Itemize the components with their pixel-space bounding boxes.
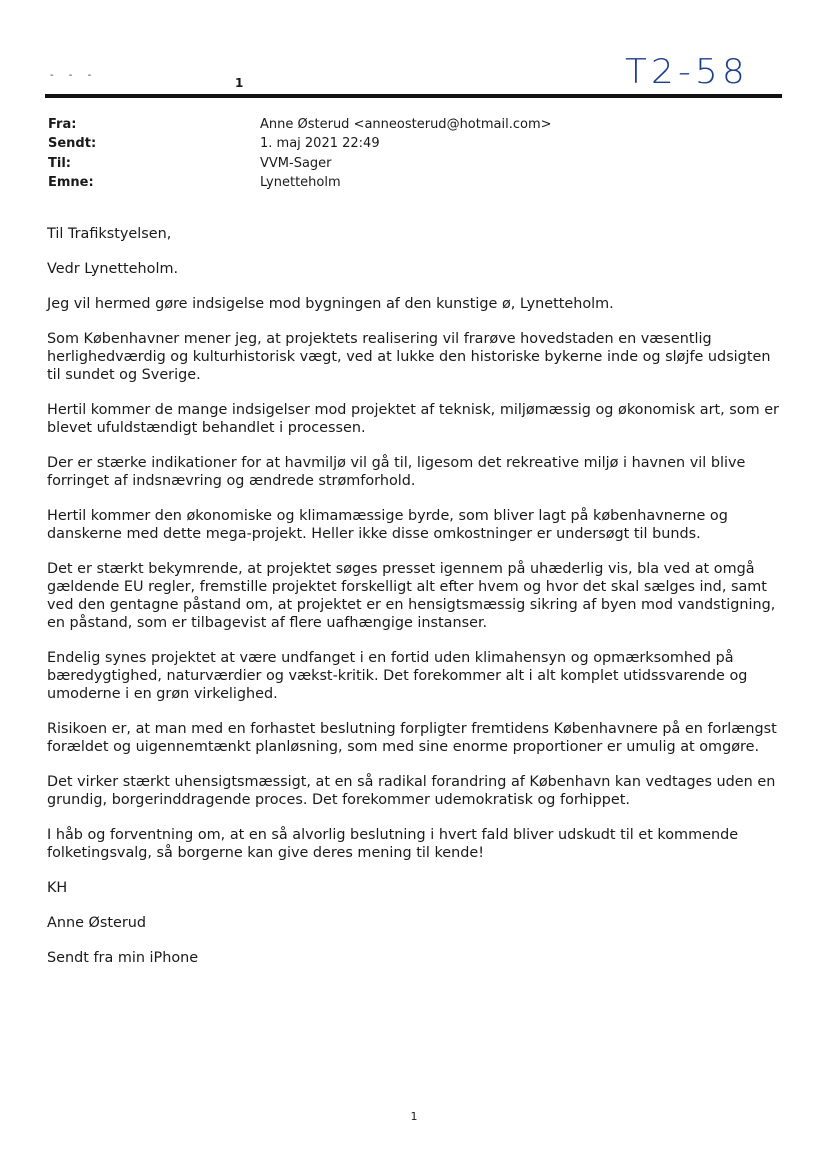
regarding-line: Vedr Lynetteholm.	[47, 261, 179, 277]
from-row	[48, 115, 552, 134]
body-paragraph: Jeg vil hermed gøre indsigelse mod bygningen af den kunstige ø, Lynetteholm.	[47, 296, 614, 312]
sent-label: Sendt:	[48, 136, 97, 152]
header-divider	[45, 94, 782, 98]
body-paragraph: Endelig synes projektet at være undfanget i en fortid uden klimahensyn og opmærksomhed på bæredygtighed, naturværdier og vækst-kritik. Det forekommer alt i alt komplet utidssvarende og umoderne i en grøn virkelighed.	[47, 650, 748, 702]
body-paragraph: Det er stærkt bekymrende, at projektet søges presset igennem på uhæderlig vis, bla ved at omgå gældende EU regler, fremstille projektet forskelligt alt efter hvem og hvor det skal sælges ind, samt ved den gentagne påstand om, at projektet er en hensigtsmæssig sikring af byen mod vandstigning, en påstand, som er tilbagevist af flere uafhængige instanser.	[47, 561, 776, 631]
to-value: VVM-Sager	[260, 155, 332, 171]
page-number: 1	[410, 1110, 418, 1123]
from-value: Anne Østerud <anneosterud@hotmail.com>	[260, 117, 552, 132]
from-label: Fra:	[48, 117, 77, 132]
email-header	[48, 115, 552, 192]
salutation: Til Trafikstyelsen,	[47, 226, 172, 242]
to-row	[48, 154, 552, 173]
email-body	[47, 225, 787, 984]
body-paragraph: I håb og forventning om, at en så alvorlig beslutning i hvert fald bliver udskudt til et kommende folketingsvalg, så borgerne kan give deres mening til kende!	[47, 827, 739, 861]
signature-name: Anne Østerud	[47, 915, 147, 931]
to-label: Til:	[48, 155, 71, 171]
handwritten-annotation: T2-58	[625, 52, 749, 92]
body-paragraph: Som Københavner mener jeg, at projektets realisering vil frarøve hovedstaden en væsentlig herlighedværdig og kulturhistorisk vægt, ved at lukke den historiske bykerne inde og sløjfe udsigten til sundet og Sverige.	[47, 331, 771, 383]
sent-from-line: Sendt fra min iPhone	[47, 950, 199, 966]
subject-row	[48, 173, 552, 192]
sent-value: 1. maj 2021 22:49	[260, 136, 380, 152]
body-paragraph: Der er stærke indikationer for at havmiljø vil gå til, ligesom det rekreative miljø i havnen vil blive forringet af indsnævring og ændrede strømforhold.	[47, 455, 746, 489]
body-paragraph: Risikoen er, at man med en forhastet beslutning forpligter fremtidens Københavnere på en forlængst forældet og uigennemtænkt planløsning, som med sine enorme proportioner er umulig at omgøre.	[47, 721, 777, 755]
scan-dots: - - -	[50, 70, 98, 81]
subject-label: Emne:	[48, 174, 94, 190]
subject-value: Lynetteholm	[260, 174, 341, 190]
closing: KH	[47, 880, 68, 896]
body-paragraph: Det virker stærkt uhensigtsmæssigt, at en så radikal forandring af København kan vedtages uden en grundig, borgerinddragende proces. Det forekommer udemokratisk og forhippet.	[47, 774, 776, 808]
sent-row	[48, 134, 552, 153]
body-paragraph: Hertil kommer de mange indsigelser mod projektet af teknisk, miljømæssig og økonomisk art, som er blevet ufuldstændigt behandlet i processen.	[47, 402, 779, 436]
body-paragraph: Hertil kommer den økonomiske og klimamæssige byrde, som bliver lagt på københavnerne og danskerne med dette mega-projekt. Heller ikke disse omkostninger er undersøgt til bunds.	[47, 508, 728, 542]
scan-page-mark: 1	[235, 76, 244, 90]
